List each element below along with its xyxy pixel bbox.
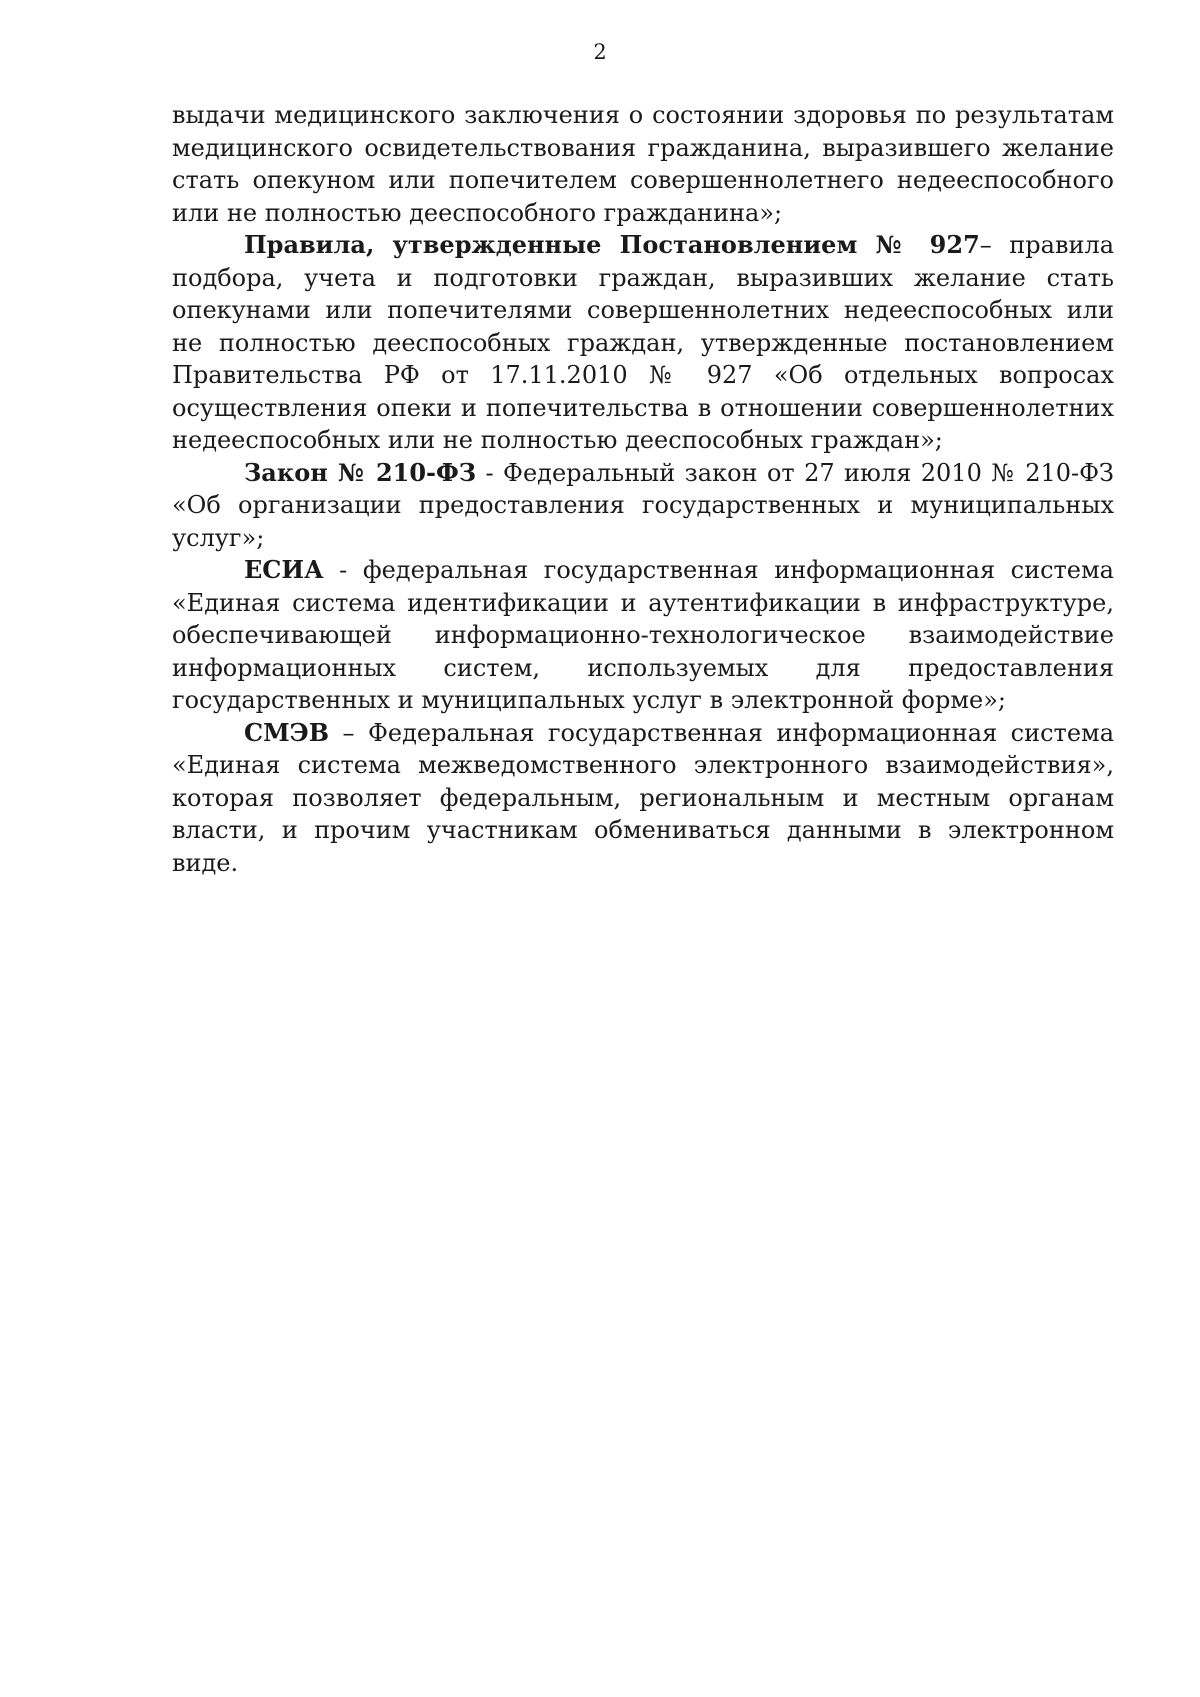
definition-term: Закон № 210-ФЗ [244,457,477,487]
definition-text: - Федеральный закон от 27 июля 2010 № 210-ФЗ «Об организации предоставления государственных и муниципальных услуг»; [172,458,1114,552]
definition-term: СМЭВ [244,717,330,747]
definition-smev [172,717,1114,880]
page-number: 2 [593,40,607,64]
definition-text: - федеральная государственная информационная система «Единая система идентификации и аутентификации в инфраструктуре, обеспечивающей информационно-технологическое взаимодействие информационных систем, используемых для предоставления государственных и муниципальных услуг в электронной форме»; [172,556,1114,714]
definition-term: ЕСИА [244,555,324,584]
definition-term: Правила, утвержденные Постановлением № 927 [244,230,980,259]
paragraph-text: выдачи медицинского заключения о состоянии здоровья по результатам медицинского освидетельствования гражданина, выразившего желание стать опекуном или попечителем совершеннолетнего недееспособного или не полностью дееспособного гражданина»; [172,101,1114,227]
definition-esia [172,554,1114,717]
document-body [172,99,1114,879]
definition-text: – правила подбора, учета и подготовки граждан, выразивших желание стать опекунами или попечителями совершеннолетних недееспособных или не полностью дееспособных граждан, утвержденные постановлением Правительства РФ от 17.11.2010 № 927 «Об отдельных вопросах осуществления опеки и попечительства в отношении совершеннолетних недееспособных или не полностью дееспособных граждан»; [172,231,1115,454]
definition-law-210 [172,457,1114,555]
paragraph-continuation [172,99,1114,229]
definition-rules-927 [172,229,1114,457]
definition-text: – Федеральная государственная информационная система «Единая система межведомственного электронного взаимодействия», которая позволяет федеральным, региональным и местным органам власти, и прочим участникам обмениваться данными в электронном виде. [172,718,1114,877]
